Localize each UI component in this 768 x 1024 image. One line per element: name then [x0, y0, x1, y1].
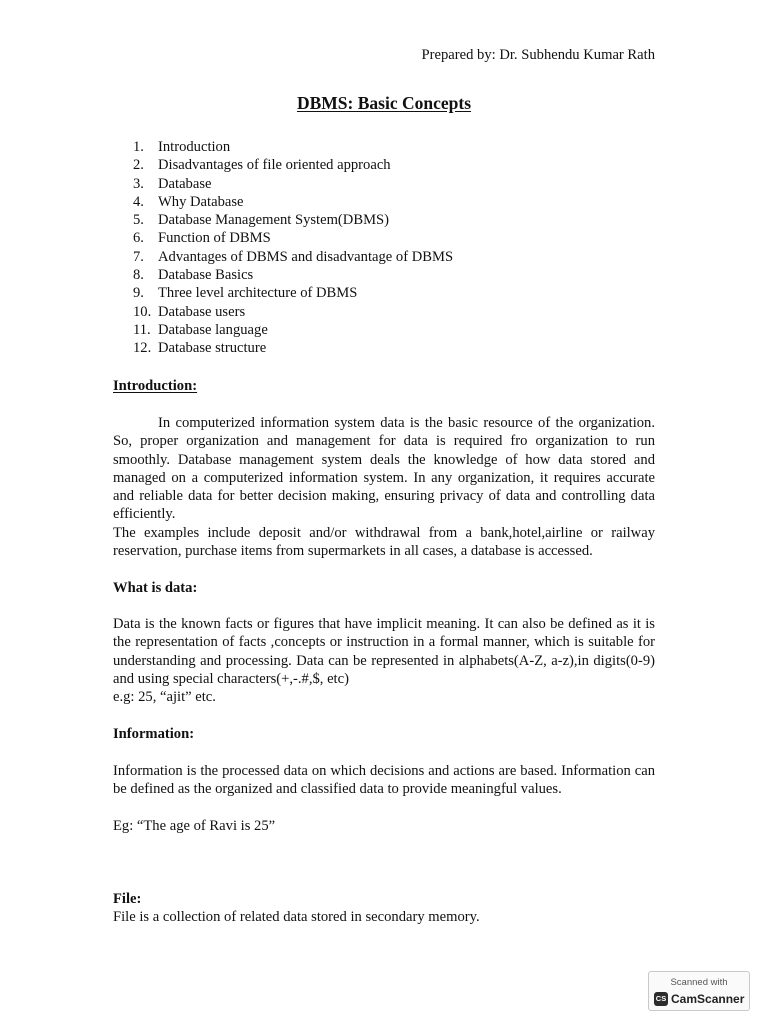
- camscanner-watermark: [648, 971, 750, 1011]
- toc-item: [133, 138, 453, 156]
- toc-number: 11.: [133, 321, 151, 338]
- toc-number: 1.: [133, 139, 144, 155]
- toc-number: 3.: [133, 175, 144, 192]
- toc-label: Three level architecture of DBMS: [158, 285, 358, 302]
- section-heading-introduction: Introduction:: [113, 378, 198, 394]
- toc-label: Database: [158, 175, 212, 192]
- camscanner-logo-icon: CS: [654, 992, 668, 1006]
- information-section: [113, 725, 655, 743]
- data-body: [113, 615, 655, 706]
- information-example: [113, 817, 655, 835]
- toc-item: [133, 156, 453, 174]
- toc-number: 2.: [133, 157, 144, 174]
- toc-number: 9.: [133, 285, 144, 302]
- data-section: [113, 579, 655, 597]
- watermark-brand: CamScanner: [671, 992, 745, 1006]
- toc-item: [133, 248, 453, 266]
- introduction-section: [113, 377, 655, 395]
- toc-label: Introduction: [158, 139, 231, 155]
- toc-label: Disadvantages of file oriented approach: [158, 157, 391, 174]
- author-credit: Prepared by: Dr. Subhendu Kumar Rath: [421, 47, 655, 63]
- toc-item: [133, 303, 453, 321]
- toc-item: [133, 266, 453, 284]
- toc-label: Database Basics: [158, 267, 254, 284]
- toc-item: [133, 211, 453, 229]
- information-body: [113, 762, 655, 799]
- toc-label: Database structure: [158, 340, 267, 357]
- toc-number: 12.: [133, 340, 152, 357]
- toc-label: Why Database: [158, 193, 244, 210]
- toc-item: [133, 284, 453, 302]
- toc-number: 8.: [133, 267, 144, 284]
- toc-label: Advantages of DBMS and disadvantage of DBMS: [158, 248, 454, 265]
- example-text: Eg: “The age of Ravi is 25”: [113, 818, 276, 834]
- toc-number: 5.: [133, 212, 144, 229]
- paragraph: The examples include deposit and/or withdrawal from a bank,hotel,airline or railway reservation, purchase items from supermarkets in all cases, a database is accessed.: [113, 524, 655, 560]
- toc-item: [133, 175, 453, 193]
- toc-number: 4.: [133, 193, 144, 210]
- toc-label: Function of DBMS: [158, 230, 271, 247]
- example-text: e.g: 25, “ajit” etc.: [113, 689, 216, 706]
- paragraph: File is a collection of related data stored in secondary memory.: [113, 909, 480, 926]
- toc-number: 7.: [133, 248, 144, 265]
- toc-item: [133, 193, 453, 211]
- toc-label: Database language: [158, 321, 268, 338]
- watermark-caption: Scanned with: [670, 977, 728, 988]
- watermark-brand-row: [654, 992, 744, 1006]
- toc-number: 10.: [133, 303, 152, 320]
- section-heading-data: What is data:: [113, 580, 198, 596]
- section-heading-information: Information:: [113, 726, 195, 742]
- toc-label: Database Management System(DBMS): [158, 212, 390, 229]
- toc-label: Database users: [158, 303, 246, 320]
- table-of-contents: [133, 138, 453, 358]
- toc-number: 6.: [133, 230, 144, 247]
- introduction-body: [113, 414, 655, 560]
- document-title: DBMS: Basic Concepts: [296, 93, 472, 113]
- toc-item: [133, 321, 453, 339]
- file-section: [113, 890, 655, 927]
- section-heading-file: File:: [113, 891, 142, 907]
- paragraph: Information is the processed data on which decisions and actions are based. Information can be defined as the organized and classified data to provide meaningful values.: [113, 763, 655, 798]
- toc-item: [133, 339, 453, 357]
- toc-item: [133, 229, 453, 247]
- paragraph: Data is the known facts or figures that have implicit meaning. It can also be defined as it is the representation of facts ,concepts or instruction in a formal manner, which is suitable for understanding and processing. Data can be represented in alphabets(A-Z, a-z),in digits(0-9) and using special characters(+,-.#,$, etc): [113, 616, 655, 687]
- paragraph: In computerized information system data is the basic resource of the organization. So, proper organization and management for data is required fro organization to run smoothly. Database management system deals the knowledge of how data stored and managed on a computerized information system. In any organization, it requires accurate and reliable data for better decision making, ensuring privacy of data and controlling data efficiently.: [113, 415, 655, 523]
